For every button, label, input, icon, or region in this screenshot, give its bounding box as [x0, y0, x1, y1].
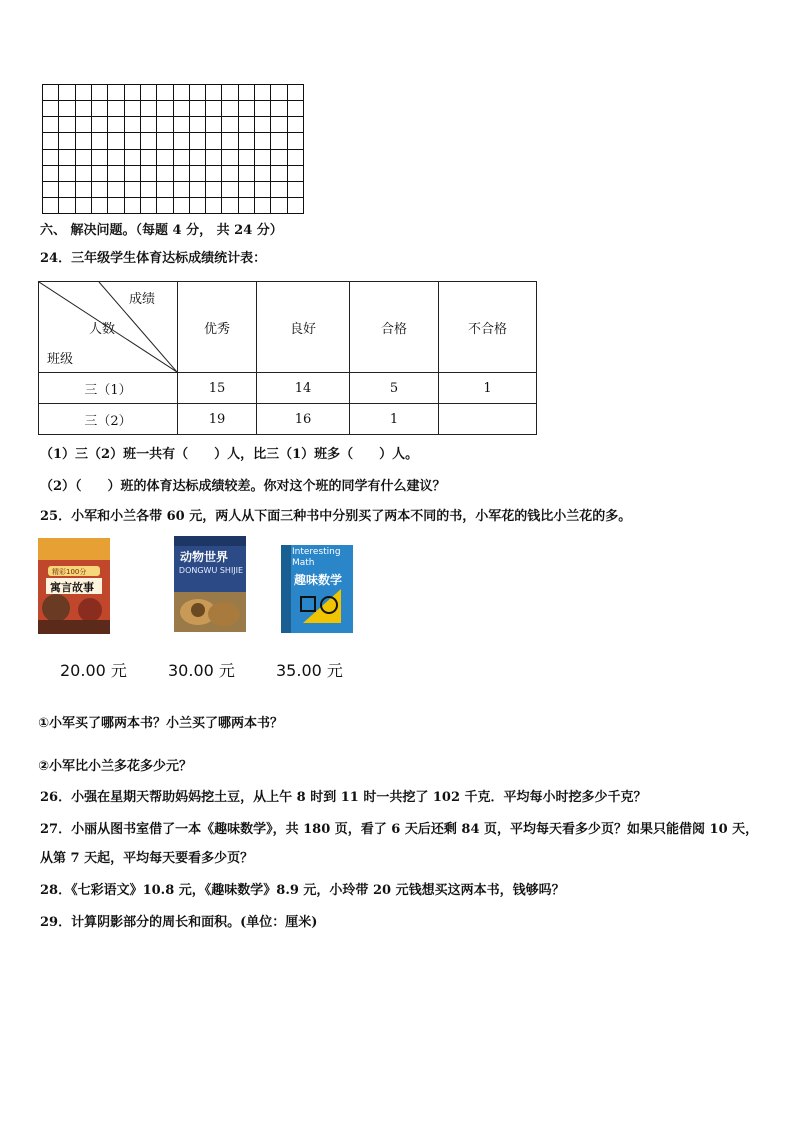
diag-label-count: 人数 — [89, 322, 116, 337]
q25-sub1 — [38, 715, 283, 733]
cell: 1 — [439, 373, 537, 404]
book-fable-title: 寓言故事 — [50, 581, 94, 594]
row-class: 三（2） — [39, 404, 178, 435]
q27-line2: 从第 7 天起，平均每天要看多少页？ — [40, 851, 254, 866]
book-math-cover — [281, 537, 353, 633]
book-fable-cover — [38, 538, 110, 634]
book-math-subtitle: Interesting Math — [292, 547, 341, 568]
cell: 5 — [350, 373, 439, 404]
diag-label-class: 班级 — [47, 352, 74, 367]
book-math-title: 趣味数学 — [294, 573, 343, 587]
q24-sub2: （2）（ ）班的体育达标成绩较差。你对这个班的同学有什么建议？ — [40, 479, 446, 494]
cell: 14 — [257, 373, 350, 404]
cell: 1 — [350, 404, 439, 435]
q25-stem: 25．小军和小兰各带 60 元，两人从下面三种书中分别买了两本不同的书，小军花的钱比小兰花的多。 — [40, 509, 632, 524]
cell: 19 — [178, 404, 257, 435]
cell: 16 — [257, 404, 350, 435]
table-header-row — [39, 282, 537, 373]
q27-line1: 27．小丽从图书室借了一本《趣味数学》，共 180 页，看了 6 天后还剩 84 页，平均每天看多少页？如果只能借阅 10 天， — [40, 822, 759, 837]
book-price: 20.00 元 — [60, 661, 127, 680]
book-animal-title: 动物世界 — [180, 550, 229, 564]
header-fail: 不合格 — [439, 282, 537, 373]
circled-number-2: ② — [38, 759, 50, 774]
book-price: 35.00 元 — [276, 661, 343, 680]
book-fable-banner: 精彩100分 — [52, 568, 87, 576]
q25-sub2 — [38, 758, 192, 776]
stats-table — [38, 281, 537, 435]
q25-sub2-text: 小军比小兰多花多少元？ — [49, 759, 193, 774]
section-title: 六、 解决问题。（每题 4 分， 共 24 分） — [40, 223, 283, 238]
answer-grid — [42, 84, 304, 214]
circled-number-1: ① — [38, 716, 50, 731]
book-animal-cover — [174, 536, 246, 632]
book-price: 30.00 元 — [168, 661, 235, 680]
diagonal-header-cell — [39, 282, 178, 373]
q29: 29．计算阴影部分的周长和面积。(单位：厘米) — [40, 915, 318, 930]
q25-sub1-text: 小军买了哪两本书？小兰买了哪两本书？ — [49, 716, 284, 731]
diag-label-score: 成绩 — [129, 292, 156, 307]
table-row — [39, 404, 537, 435]
header-pass: 合格 — [350, 282, 439, 373]
table-row — [39, 373, 537, 404]
q28: 28．《七彩语文》10.8 元，《趣味数学》8.9 元，小玲带 20 元钱想买这两本书，钱够吗？ — [40, 883, 565, 898]
q26: 26．小强在星期天帮助妈妈挖土豆，从上午 8 时到 11 时一共挖了 102 千克．平均每小时挖多少千克？ — [40, 790, 647, 805]
cell — [439, 404, 537, 435]
header-excellent: 优秀 — [178, 282, 257, 373]
book-animal-subtitle: DONGWU SHIJIE — [178, 566, 244, 575]
header-good: 良好 — [257, 282, 350, 373]
q24-sub1: （1）三（2）班一共有（ ）人，比三（1）班多（ ）人。 — [40, 447, 419, 462]
q24-stem: 24．三年级学生体育达标成绩统计表： — [40, 251, 267, 266]
cell: 15 — [178, 373, 257, 404]
row-class: 三（1） — [39, 373, 178, 404]
